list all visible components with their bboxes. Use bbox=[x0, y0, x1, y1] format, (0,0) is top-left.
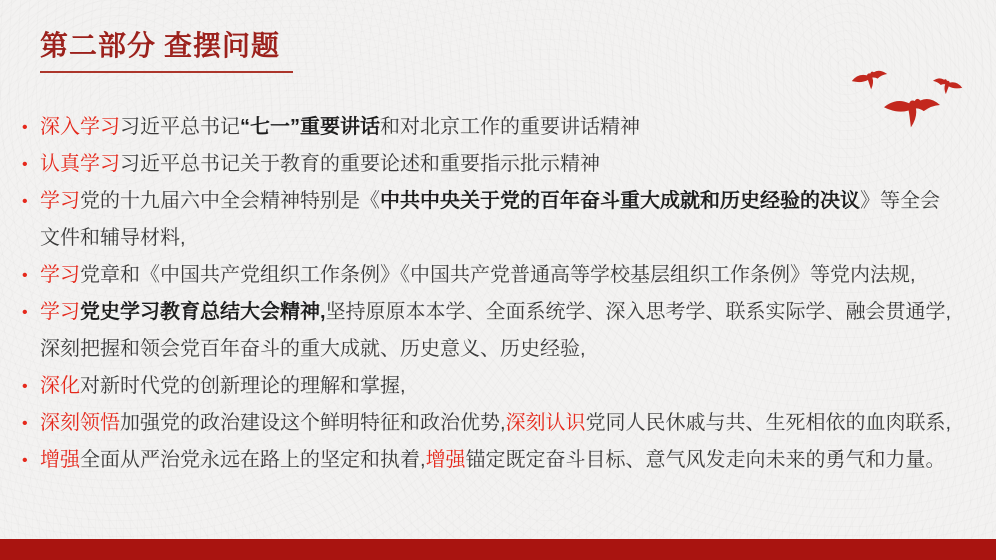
list-item bbox=[20, 183, 978, 257]
bullet-marker: • bbox=[22, 119, 28, 136]
list-item bbox=[20, 257, 978, 294]
text-segment: 党同人民休戚与共、生死相依的血肉联系, bbox=[585, 412, 952, 434]
text-segment: 锚定既定奋斗目标、意气风发走向未来的勇气和力量。 bbox=[465, 449, 946, 471]
page-title: 第二部分 查摆问题 bbox=[40, 31, 281, 62]
text-segment: 全面从严治党永远在路上的坚定和执着, bbox=[80, 449, 426, 471]
keyword-highlight: 增强 bbox=[40, 449, 80, 471]
keyword-highlight: 学习 bbox=[40, 264, 80, 286]
bullet-marker: • bbox=[22, 193, 28, 210]
text-segment: 》等全会 bbox=[860, 190, 940, 212]
title-block bbox=[40, 24, 293, 73]
list-item bbox=[20, 368, 978, 405]
bullet-marker: • bbox=[22, 378, 28, 395]
keyword-highlight: 深刻领悟 bbox=[40, 412, 120, 434]
list-item bbox=[20, 294, 978, 368]
text-segment: “七一”重要讲话 bbox=[240, 116, 380, 138]
dove-icon bbox=[851, 68, 890, 96]
text-segment: 坚持原原本本学、全面系统学、深入思考学、联系实际学、融会贯通学, bbox=[325, 301, 952, 323]
text-segment: 习近平总书记关于教育的重要论述和重要指示批示精神 bbox=[120, 153, 600, 175]
text-segment: 文件和辅导材料, bbox=[40, 227, 186, 249]
list-item-text bbox=[40, 368, 978, 405]
list-item-text bbox=[40, 146, 978, 183]
title-underline bbox=[40, 71, 293, 73]
text-segment: 党的十九届六中全会精神特别是《 bbox=[80, 190, 380, 212]
keyword-highlight: 认真学习 bbox=[40, 153, 120, 175]
keyword-highlight: 深入学习 bbox=[40, 116, 120, 138]
bullet-marker: • bbox=[22, 452, 28, 469]
list-item-text bbox=[40, 257, 978, 294]
bullet-marker: • bbox=[22, 304, 28, 321]
bullet-list bbox=[20, 109, 978, 479]
text-segment: 习近平总书记 bbox=[120, 116, 240, 138]
list-item-text bbox=[40, 109, 978, 146]
text-segment: 对新时代党的创新理论的理解和掌握, bbox=[80, 375, 406, 397]
text-segment: 和对北京工作的重要讲话精神 bbox=[380, 116, 640, 138]
keyword-highlight: 学习 bbox=[40, 190, 80, 212]
list-item-text bbox=[40, 294, 978, 368]
text-segment: 中共中央关于党的百年奋斗重大成就和历史经验的决议 bbox=[380, 190, 860, 212]
text-segment: 党史学习教育总结大会精神, bbox=[80, 301, 326, 323]
text-segment: 加强党的政治建设这个鲜明特征和政治优势, bbox=[120, 412, 506, 434]
list-item-text bbox=[40, 442, 978, 479]
list-item bbox=[20, 109, 978, 146]
list-item bbox=[20, 442, 978, 479]
keyword-highlight: 深刻认识 bbox=[505, 412, 586, 434]
list-item-text bbox=[40, 405, 978, 442]
text-segment: 党章和《中国共产党组织工作条例》《中国共产党普通高等学校基层组织工作条例》等党内法规, bbox=[80, 264, 916, 286]
keyword-highlight: 深化 bbox=[40, 375, 80, 397]
keyword-highlight: 学习 bbox=[40, 301, 80, 323]
footer-bar bbox=[0, 539, 996, 560]
list-item bbox=[20, 405, 978, 442]
bullet-marker: • bbox=[22, 415, 28, 432]
list-item bbox=[20, 146, 978, 183]
bullet-marker: • bbox=[22, 267, 28, 284]
bullet-marker: • bbox=[22, 156, 28, 173]
text-segment: 深刻把握和领会党百年奋斗的重大成就、历史意义、历史经验, bbox=[40, 338, 586, 360]
keyword-highlight: 增强 bbox=[425, 449, 466, 471]
list-item-text bbox=[40, 183, 978, 257]
